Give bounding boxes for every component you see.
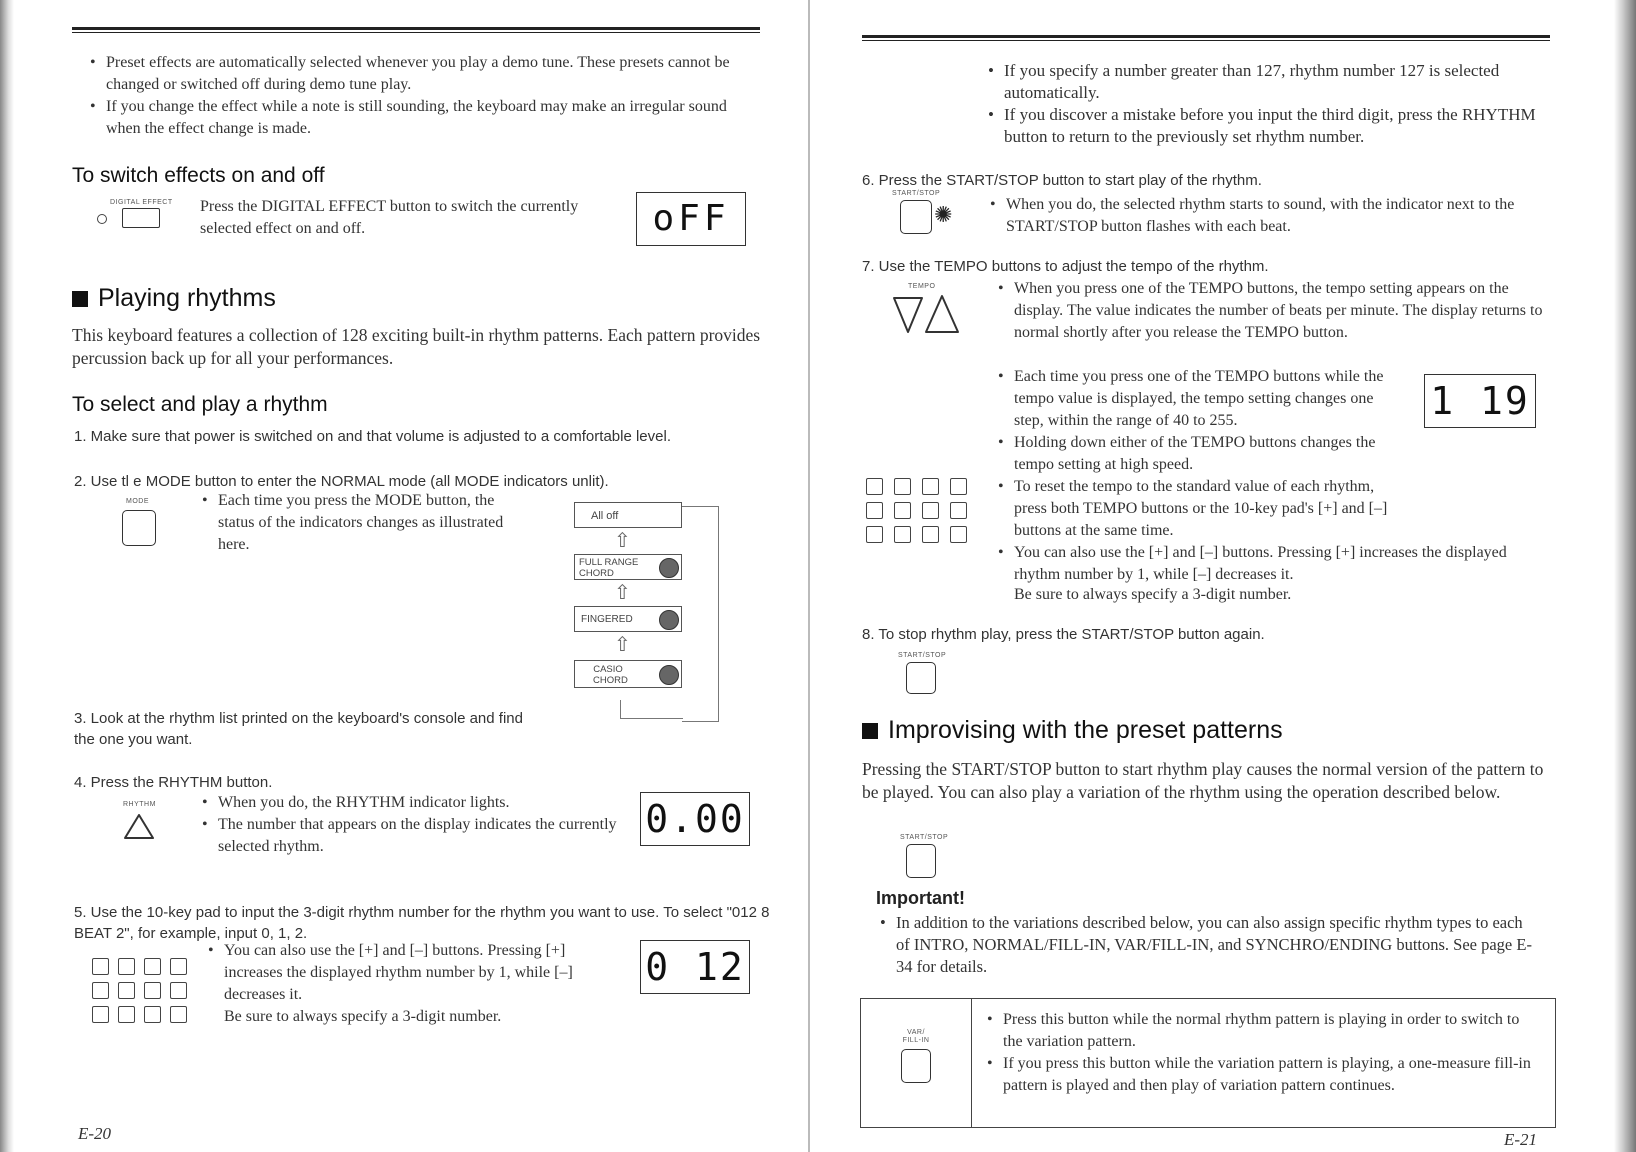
list-item: • Press this button while the normal rhythm pattern is playing in order to switch to the variation pattern. (985, 1009, 1541, 1053)
key-button[interactable] (144, 1006, 161, 1023)
step-6: 6. Press the START/STOP button to start play of the rhythm. (862, 172, 1262, 189)
step-6-bullets (988, 194, 1554, 238)
start-stop-button[interactable] (906, 662, 936, 694)
list-item: • You can also use the [+] and [–] buttons. Pressing [+] increases the displayed rhythm number by 1, while [–] decreases it. (206, 940, 626, 1006)
rhythms-intro: This keyboard features a collection of 128 exciting built-in rhythm patterns. Each pattern provides percussion back up for all your performances. (72, 325, 761, 368)
tempo-down-button (894, 298, 922, 332)
indicator-flash-icon: ✺ (934, 202, 953, 227)
list-item: • If you change the effect while a note is still sounding, the keyboard may make an irregular sound when the effect change is made. (88, 96, 748, 140)
key-button[interactable] (894, 526, 911, 543)
section-title: Improvising with the preset patterns (888, 716, 1283, 744)
list-item: • Preset effects are automatically selected whenever you play a demo tune. These presets cannot be changed or switched off during demo tune play. (88, 52, 748, 96)
step-7-bullet-5 (996, 542, 1552, 586)
digital-effect-button[interactable] (122, 208, 160, 228)
var-fill-in-label: VAR/ FILL-IN (902, 1029, 930, 1044)
key-button[interactable] (866, 478, 883, 495)
key-button[interactable] (950, 526, 967, 543)
rhythm-button-label: RHYTHM (123, 801, 156, 808)
box-divider (971, 999, 972, 1127)
key-button[interactable] (144, 958, 161, 975)
list-item: • If you specify a number greater than 127, rhythm number 127 is selected automatically. (986, 60, 1552, 104)
digital-effect-label: DIGITAL EFFECT (110, 199, 173, 206)
list-item: • If you press this button while the variation pattern is playing, a one-measure fill-in pattern is played and then play of variation pattern continues. (985, 1053, 1541, 1097)
step-2-bullets (200, 490, 520, 556)
key-button[interactable] (922, 478, 939, 495)
key-button[interactable] (894, 478, 911, 495)
lcd-display-000: 0.00 (640, 792, 750, 846)
lcd-display-119: 1 19 (1424, 374, 1536, 428)
list-item: • Holding down either of the TEMPO buttons changes the tempo setting at high speed. (996, 432, 1406, 476)
step-4: 4. Press the RHYTHM button. (74, 774, 273, 791)
mode-state-all-off: All off (574, 502, 682, 528)
list-item: • When you do, the selected rhythm starts to sound, with the indicator next to the START/STOP button flashes with each beat. (988, 194, 1554, 238)
step-7-note: Be sure to always specify a 3-digit number. (1014, 586, 1292, 603)
key-button[interactable] (170, 982, 187, 999)
key-button[interactable] (118, 1006, 135, 1023)
section-square-icon (72, 291, 88, 307)
start-stop-button[interactable] (900, 200, 932, 234)
key-button[interactable] (92, 982, 109, 999)
key-button[interactable] (92, 958, 109, 975)
key-button[interactable] (118, 982, 135, 999)
step-7: 7. Use the TEMPO buttons to adjust the tempo of the rhythm. (862, 258, 1269, 275)
switch-effects-heading: To switch effects on and off (72, 164, 325, 187)
left-page (0, 0, 812, 1152)
mode-button-label: MODE (126, 498, 149, 505)
step-4-bullets (200, 792, 630, 858)
list-item: • When you do, the RHYTHM indicator lights. (200, 792, 630, 814)
step-7-bullets-2-4 (996, 366, 1406, 542)
key-button[interactable] (170, 958, 187, 975)
key-button[interactable] (92, 1006, 109, 1023)
top-bullets (88, 52, 748, 140)
start-stop-label: START/STOP (898, 652, 947, 659)
right-page (812, 0, 1636, 1152)
key-button[interactable] (118, 958, 135, 975)
indicator-lit-icon (659, 558, 679, 578)
improvising-text: Pressing the START/STOP button to start rhythm play causes the normal version of the pattern to be played. You can also play a variation of the rhythm using the operation described below. (862, 759, 1544, 802)
header-rule (862, 35, 1550, 41)
indicator-lit-icon (659, 665, 679, 685)
diagram-return-line (620, 700, 683, 719)
select-rhythm-heading: To select and play a rhythm (72, 393, 328, 416)
mode-state-fingered: FINGERED (574, 606, 682, 632)
important-bullets (878, 912, 1534, 978)
key-button[interactable] (144, 982, 161, 999)
tempo-buttons[interactable] (890, 292, 962, 338)
step-7-bullet-1 (996, 278, 1552, 344)
indicator-icon (97, 214, 107, 224)
key-button[interactable] (866, 502, 883, 519)
list-item: • The number that appears on the display indicates the currently selected rhythm. (200, 814, 630, 858)
ten-key-pad (860, 476, 970, 548)
var-fill-in-box (860, 998, 1556, 1128)
header-rule (72, 27, 760, 33)
diagram-loop-line (682, 506, 719, 722)
mode-button[interactable] (122, 510, 156, 546)
start-stop-label: START/STOP (892, 190, 941, 197)
page-number: E-20 (78, 1124, 112, 1143)
step-5-note: Be sure to always specify a 3-digit number. (224, 1008, 502, 1025)
mode-state-label: CASIO CHORD (593, 664, 628, 686)
step-5: 5. Use the 10-key pad to input the 3-digit rhythm number for the rhythm you want to use. To select "012 8 BEAT 2", for example, input 0, 1, 2. (74, 904, 770, 942)
tempo-label: TEMPO (908, 283, 936, 290)
step-3: 3. Look at the rhythm list printed on the keyboard's console and find the one you want. (74, 710, 523, 748)
step-1: 1. Make sure that power is switched on and that volume is adjusted to a comfortable level. (74, 428, 671, 445)
arrow-up-icon: ⇧ (614, 530, 631, 552)
step-2: 2. Use tl e MODE button to enter the NORMAL mode (all MODE indicators unlit). (74, 473, 609, 490)
indicator-lit-icon (659, 610, 679, 630)
rhythm-button[interactable] (122, 812, 156, 842)
section-title: Playing rhythms (98, 284, 276, 312)
list-item: • Each time you press one of the TEMPO buttons while the tempo value is displayed, the tempo setting changes one step, within the range of 40 to 255. (996, 366, 1406, 432)
ten-key-pad (86, 954, 196, 1026)
section-square-icon (862, 723, 878, 739)
start-stop-label: START/STOP (900, 834, 949, 841)
arrow-up-icon: ⇧ (614, 634, 631, 656)
important-heading: Important! (876, 888, 965, 908)
list-item: • To reset the tempo to the standard value of each rhythm, press both TEMPO buttons or the 10-key pad's [+] and [–] buttons at the same time. (996, 476, 1406, 542)
list-item: • Each time you press the MODE button, the status of the indicators changes as illustrated here. (200, 490, 520, 556)
list-item: • If you discover a mistake before you input the third digit, press the RHYTHM button to return to the previously set rhythm number. (986, 104, 1552, 148)
mode-state-label: FULL RANGE CHORD (579, 557, 639, 579)
key-button[interactable] (866, 526, 883, 543)
lcd-display-off: oFF (636, 192, 746, 246)
improvising-heading (862, 716, 1283, 745)
top-bullets (986, 60, 1552, 148)
step-8: 8. To stop rhythm play, press the START/STOP button again. (862, 626, 1265, 643)
key-button[interactable] (170, 1006, 187, 1023)
switch-effects-text: Press the DIGITAL EFFECT button to switch the currently selected effect on and off. (200, 198, 579, 237)
var-fill-in-bullets (985, 1009, 1541, 1097)
var-fill-in-button[interactable] (901, 1049, 931, 1083)
list-item: • In addition to the variations described below, you can also assign specific rhythm types to each of INTRO, NORMAL/FILL-IN, VAR/FILL-IN, and SYNCHRO/ENDING buttons. See page E-34 for details. (878, 912, 1534, 978)
key-button[interactable] (922, 526, 939, 543)
key-button[interactable] (894, 502, 911, 519)
key-button[interactable] (950, 478, 967, 495)
step-5-bullets (206, 940, 626, 1006)
page-number: E-21 (1504, 1130, 1538, 1149)
list-item: • You can also use the [+] and [–] buttons. Pressing [+] increases the displayed rhythm number by 1, while [–] decreases it. (996, 542, 1552, 586)
key-button[interactable] (922, 502, 939, 519)
key-button[interactable] (950, 502, 967, 519)
playing-rhythms-heading (72, 284, 276, 313)
arrow-up-icon: ⇧ (614, 582, 631, 604)
tempo-up-button (926, 296, 958, 332)
start-stop-button[interactable] (906, 844, 936, 878)
list-item: • When you press one of the TEMPO buttons, the tempo setting appears on the display. The value indicates the number of beats per minute. The display returns to normal shortly after you release the TEMPO button. (996, 278, 1552, 344)
lcd-display-012: 0 12 (640, 940, 750, 994)
